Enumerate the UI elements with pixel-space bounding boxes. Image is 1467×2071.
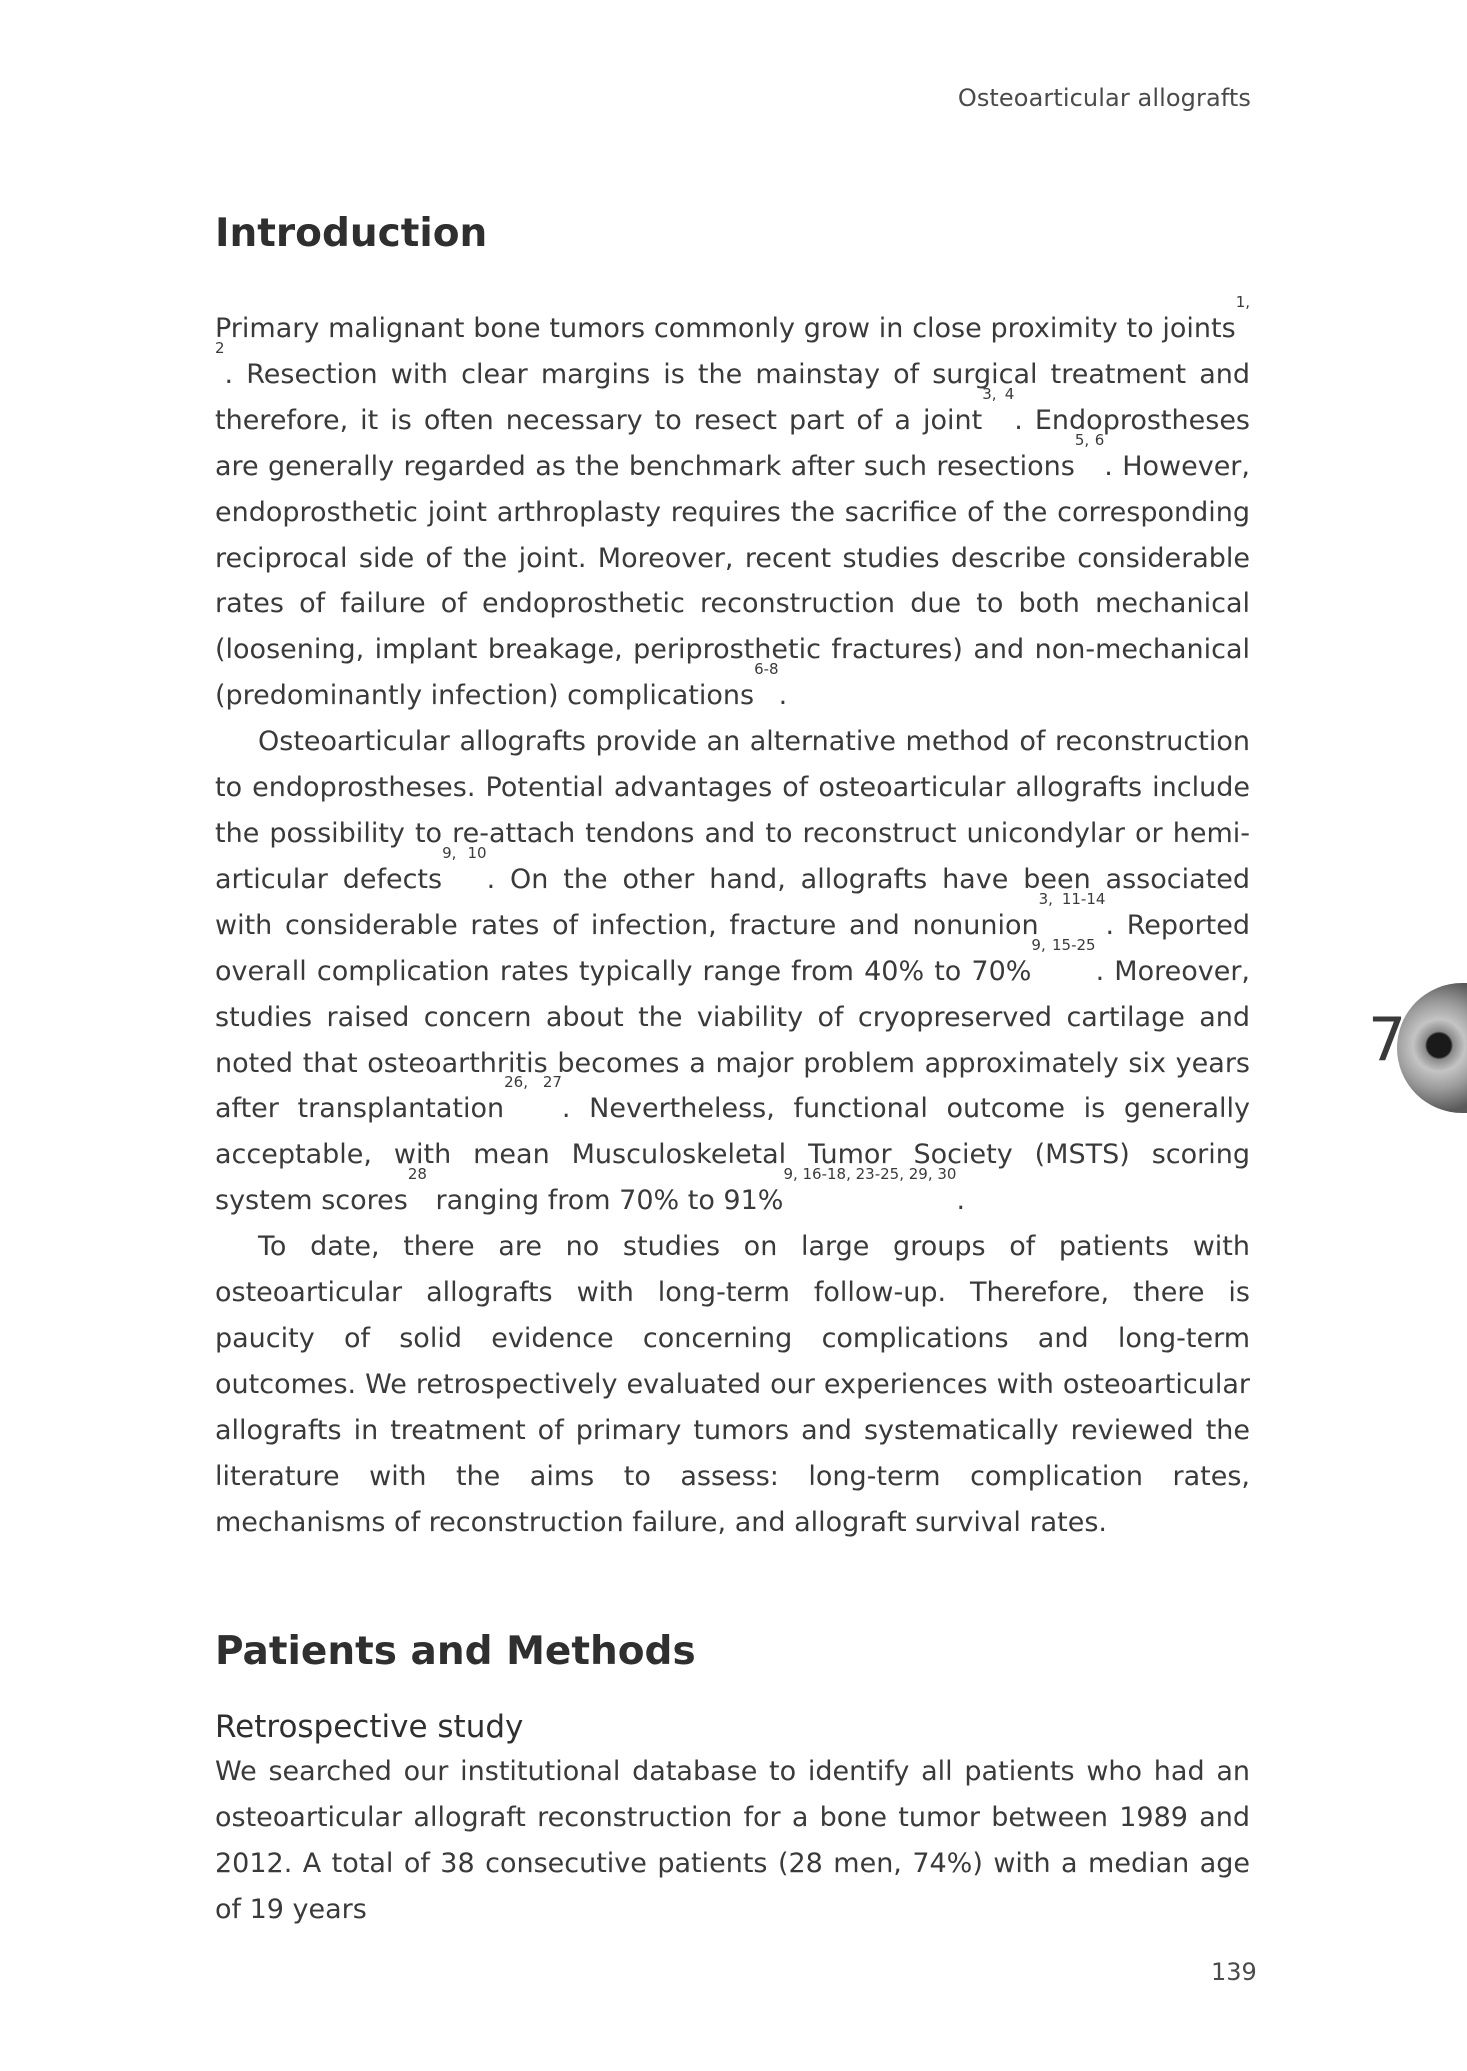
- citation: 5, 6: [1074, 430, 1105, 449]
- citation: 9, 16-18, 23-25, 29, 30: [783, 1165, 957, 1184]
- citation: 6-8: [754, 660, 779, 679]
- citation: 28: [407, 1165, 427, 1184]
- intro-paragraph-3: To date, there are no studies on large groups of patients with osteoarticular allografts with long-term follow-up. Therefore, there is paucity of solid evidence concerning complications and long-term outcomes. We retrospectively evaluated our experiences with osteoarticular allografts in treatment of primary tumors and systematically reviewed the literature with the aims to assess: long-term complication rates, mechanisms of reconstruction failure, and allograft survival rates.: [215, 1231, 1250, 1538]
- chapter-number: 7: [1368, 1005, 1407, 1075]
- citation: 1, 2: [215, 293, 1250, 357]
- page-content: [215, 205, 1250, 1933]
- section-heading-patients-and-methods: Patients and Methods: [215, 1629, 696, 1675]
- methods-paragraph-1: We searched our institutional database to identify all patients who had an osteoarticular allograft reconstruction for a bone tumor between 1989 and 2012. A total of 38 consecutive patients (28 men, 74%) with a median age of 19 years: [215, 1756, 1250, 1926]
- chapter-tab-ornament: [1397, 983, 1467, 1113]
- intro-paragraph-1: Primary malignant bone tumors commonly grow in close proximity to joints$^{1, 2}$. Resection with clear margins is the mainstay of surgical treatment and therefore, it is often necessary to resect part of a joint$^{3, 4}$. Endoprostheses are generally regarded as the benchmark after such resections$^{5, 6}$. However, endoprosthetic joint arthroplasty requires the sacrifice of the corresponding reciprocal side of the joint. Moreover, recent studies describe considerable rates of failure of endoprosthetic reconstruction due to both mechanical (loosening, implant breakage, periprosthetic fractures) and non-mechanical (predominantly infection) complications$^{6-8}$.: [215, 293, 1250, 712]
- citation: 3, 11-14: [1038, 889, 1106, 908]
- citation: 26, 27: [504, 1073, 562, 1092]
- running-header: Osteoarticular allografts: [957, 84, 1251, 112]
- citation: 9, 15-25: [1031, 935, 1096, 954]
- citation: 9, 10: [442, 843, 487, 862]
- section-heading-introduction: Introduction: [215, 211, 488, 256]
- page-number: 139: [1211, 1958, 1257, 1986]
- intro-paragraph-2: Osteoarticular allografts provide an alternative method of reconstruction to endoprostheses. Potential advantages of osteoarticular allografts include the possibility to re-attach tendons and to reconstruct unicondylar or hemi-articular defects$^{9, 10}$. On the other hand, allografts have been associated with considerable rates of infection, fracture and nonunion$^{3, 11-14}$. Reported overall complication rates typically range from 40% to 70%$^{9, 15-25}$. Moreover, studies raised concern about the viability of cryopreserved cartilage and noted that osteoarthritis becomes a major problem approximately six years after transplantation$^{26, 27}$. Nevertheless, functional outcome is generally acceptable, with mean Musculoskeletal Tumor Society (MSTS) scoring system scores$^{28}$ ranging from 70% to 91%$^{9, 16-18, 23-25, 29, 30}$.: [215, 726, 1251, 1217]
- subsection-heading-retrospective-study: Retrospective study: [215, 1709, 524, 1746]
- citation: 3, 4: [982, 384, 1015, 403]
